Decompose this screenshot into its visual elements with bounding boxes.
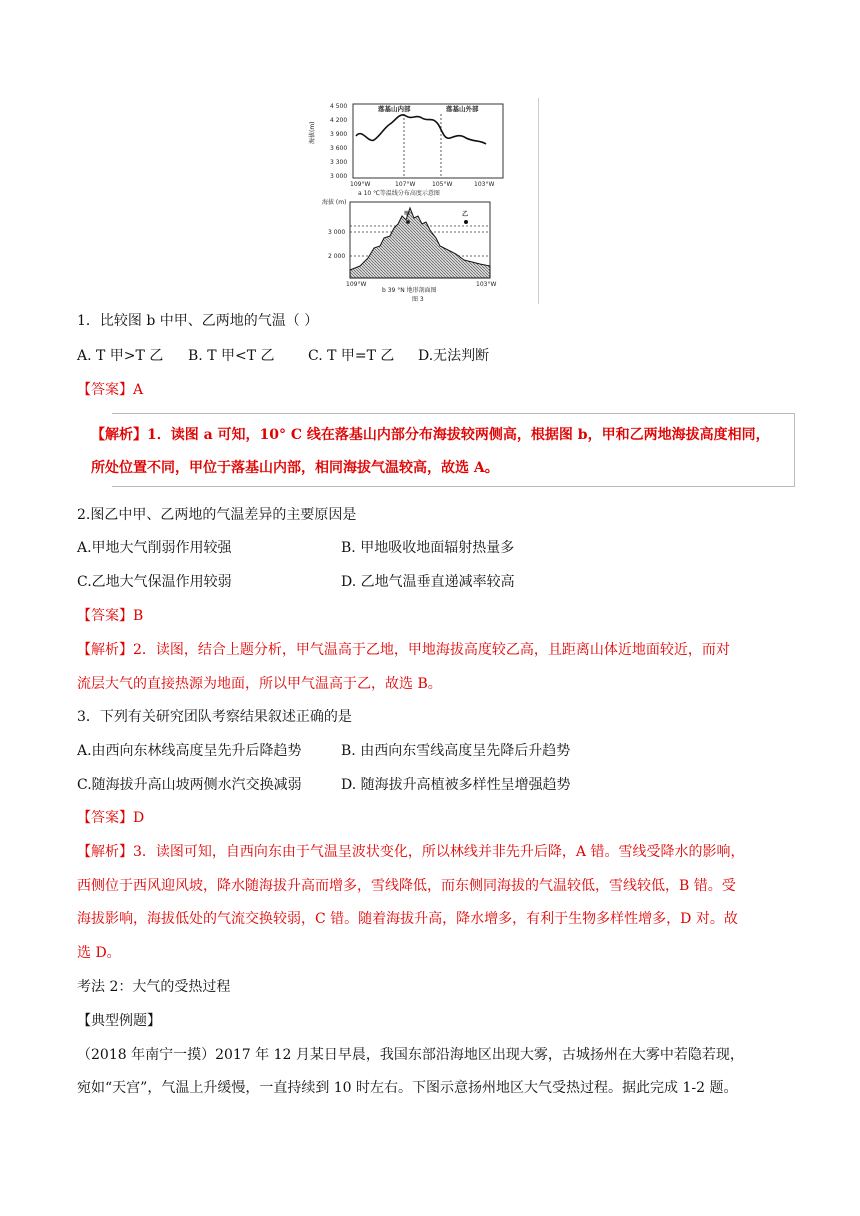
q3-option-b: B. 由西向东雪线高度呈先降后升趋势 (341, 743, 571, 759)
panel-a-xtick-1: 107°W (395, 181, 416, 188)
q3-answer: 【答案】D (77, 810, 145, 826)
point-yi-label: 乙 (462, 211, 469, 218)
intro-line-1: （2018 年南宁一摸）2017 年 12 月某日早晨，我国东部沿海地区出现大雾，古城扬州在大雾中若隐若现， (77, 1047, 744, 1063)
panel-a-ytick-0: 4 500 (330, 103, 348, 110)
panel-a-ytick-1: 4 200 (330, 117, 348, 124)
intro-line-2: 宛如“天宫”，气温上升缓慢，一直持续到 10 时左右。下图示意扬州地区大气受热过程。据此完成 1-2 题。 (77, 1080, 738, 1096)
q3-analysis-line-1: 【解析】3．读图可知，自西向东由于气温呈波状变化，所以林线并非先升后降，A 错。雪线受降水的影响， (77, 844, 745, 860)
panel-b-xtick-left: 109°W (346, 281, 367, 288)
figure-number: 图 3 (412, 296, 424, 303)
q3-option-a: A.由西向东林线高度呈先升后降趋势 (77, 743, 302, 759)
point-jia-label: 甲 (404, 211, 411, 218)
q1-stem: 1．比较图 b 中甲、乙两地的气温（ ） (77, 313, 319, 329)
panel-a-label-outer: 落基山外部 (446, 105, 479, 113)
q3-analysis-line-4: 选 D。 (77, 945, 121, 961)
q1-option-a: A. T 甲>T 乙 (77, 348, 164, 364)
panel-b-ytick-0: 3 000 (328, 229, 346, 236)
q2-option-c: C.乙地大气保温作用较弱 (77, 574, 232, 590)
figure-3-svg (309, 98, 538, 304)
q2-options-row-2 (77, 572, 515, 592)
panel-a-ylabel: 海拔(m) (309, 121, 316, 144)
q1-option-b: B. T 甲<T 乙 (188, 348, 275, 364)
isotherm-line (356, 115, 486, 144)
q2-analysis-line-2: 流层大气的直接热源为地面，所以甲气温高于乙，故选 B。 (77, 676, 442, 692)
panel-a-ytick-2: 3 900 (330, 131, 348, 138)
q2-answer: 【答案】B (77, 608, 144, 624)
q3-options-row-1 (77, 741, 570, 761)
panel-a-caption: a 10 ℃等温线分布高度示意图 (358, 190, 440, 197)
panel-b-ylabel: 海拔 (m) (322, 199, 347, 206)
point-yi-marker (464, 220, 468, 224)
panel-a-ytick-4: 3 300 (330, 159, 348, 166)
q2-stem: 2.图乙中甲、乙两地的气温差异的主要原因是 (77, 507, 357, 523)
q2-analysis-line-1: 【解析】2．读图，结合上题分析，甲气温高于乙地，甲地海拔高度较乙高，且距离山体近地面较近，而对 (77, 642, 730, 658)
q3-stem: 3．下列有关研究团队考察结果叙述正确的是 (77, 709, 352, 725)
q1-option-c: C. T 甲=T 乙 (308, 348, 395, 364)
q1-answer: 【答案】A (77, 382, 144, 398)
q3-analysis-line-2: 西侧位于西风迎风坡，降水随海拔升高而增多，雪线降低，而东侧同海拔的气温较低，雪线较低，B 错。受 (77, 878, 736, 894)
q3-analysis-line-3: 海拔影响，海拔低处的气流交换较弱，C 错。随着海拔升高，降水增多，有利于生物多样性增多，D 对。故 (77, 911, 738, 927)
q2-options-row-1 (77, 538, 514, 558)
panel-a-ytick-3: 3 600 (330, 145, 348, 152)
panel-a-xtick-2: 105°W (432, 181, 453, 188)
figure-3 (309, 98, 539, 304)
example-label: 【典型例题】 (77, 1013, 161, 1029)
point-jia-marker (406, 220, 410, 224)
q3-option-d: D. 随海拔升高植被多样性呈增强趋势 (341, 777, 571, 793)
q1-options (77, 346, 489, 366)
panel-b-ytick-1: 2 000 (328, 253, 346, 260)
q1-analysis-line-1: 【解析】1．读图 a 可知，10° C 线在落基山内部分布海拔较两侧高，根据图 b，甲和乙两地海拔高度相同， (91, 427, 770, 443)
panel-b-xtick-right: 103°W (476, 281, 497, 288)
panel-a-ytick-5: 3 000 (330, 173, 348, 180)
q1-option-d: D.无法判断 (418, 348, 490, 364)
q3-option-c: C.随海拔升高山坡两侧水汽交换减弱 (77, 777, 302, 793)
q1-analysis-line-2: 所处位置不同，甲位于落基山内部，相同海拔气温较高，故选 A。 (91, 460, 499, 476)
terrain-profile (350, 208, 490, 278)
panel-a-xtick-0: 109°W (350, 181, 371, 188)
q2-option-b: B. 甲地吸收地面辐射热量多 (341, 540, 515, 556)
q2-option-a: A.甲地大气削弱作用较强 (77, 540, 232, 556)
panel-a-xtick-3: 103°W (474, 181, 495, 188)
q3-options-row-2 (77, 775, 571, 795)
q2-option-d: D. 乙地气温垂直递减率较高 (341, 574, 515, 590)
panel-a-label-inner: 落基山内部 (378, 105, 411, 113)
section-title: 考法 2：大气的受热过程 (77, 979, 231, 995)
panel-b-caption: b 39 °N 地形剖面图 (382, 287, 437, 294)
